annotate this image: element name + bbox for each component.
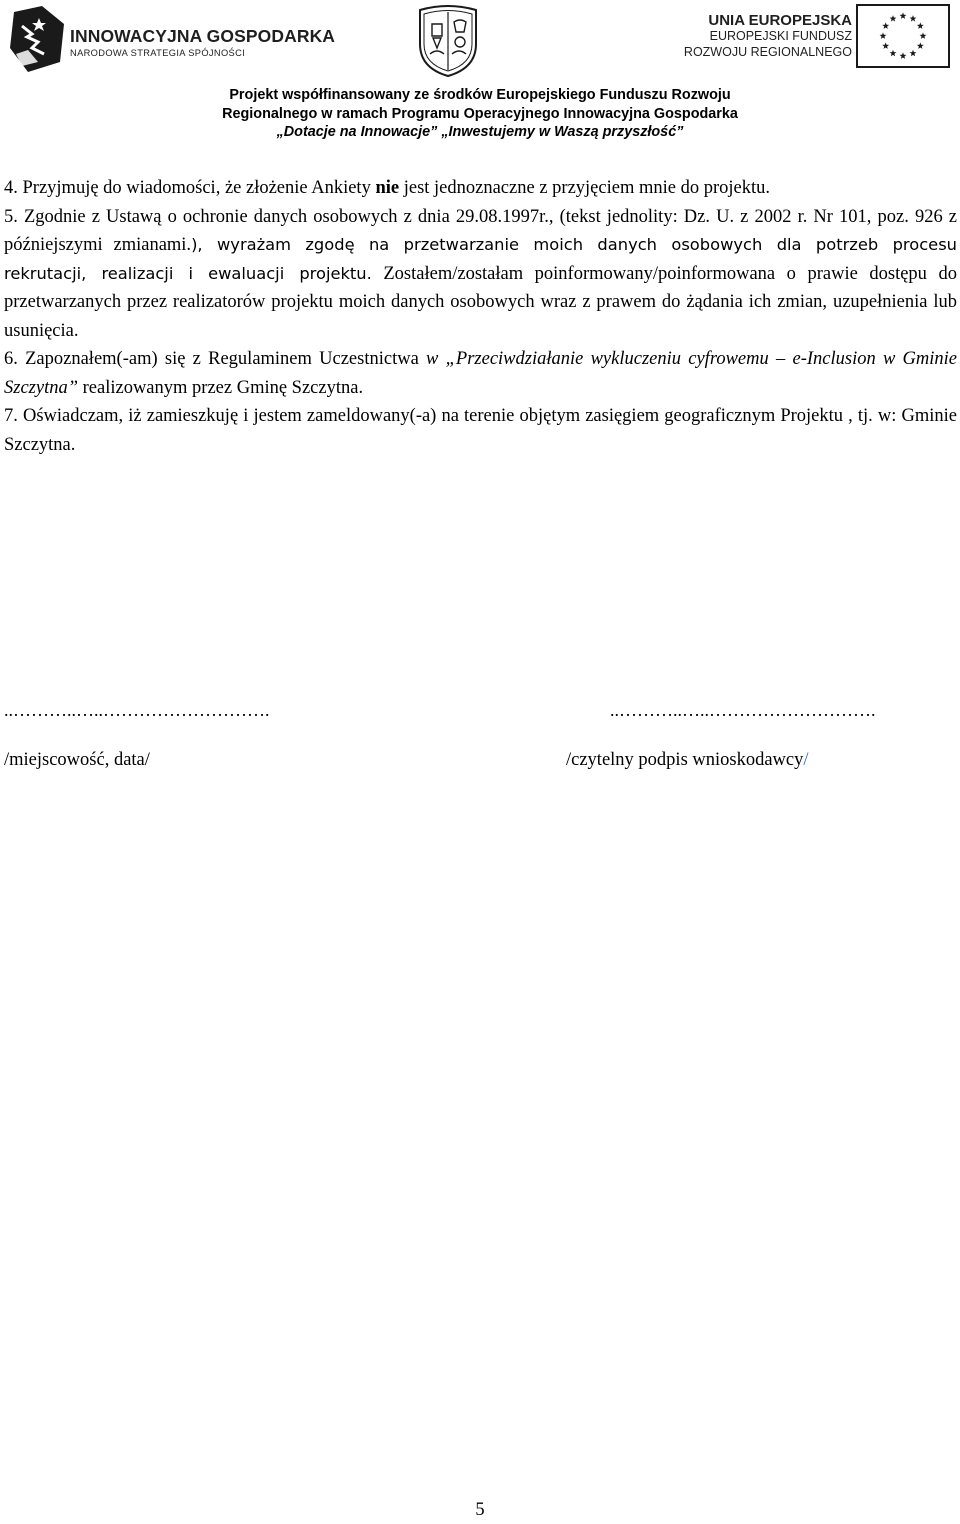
signature-label-slash: /	[803, 750, 809, 770]
place-date-label: /miejscowość, data/	[4, 750, 150, 770]
signature-line: ..………..…..……………………….	[610, 700, 876, 720]
declaration-body	[4, 174, 957, 459]
page-number: 5	[475, 1500, 485, 1520]
item6-project-name: w „Przeciwdziałanie wykluczeniu cyfrowemu – e-Inclusion w Gminie Szczytna”	[4, 349, 957, 398]
item5-rights-text: Zostałem/zostałam poinformowany/poinformowana o prawie dostępu do przetwarzanych przez realizatorów projektu moich danych osobowych wraz z prawem do żądania ich zmian, uzupełnienia lub usunięcia.	[4, 263, 957, 341]
logo-subtitle: NARODOWA STRATEGIA SPÓJNOŚCI	[70, 48, 246, 58]
innowacyjna-gospodarka-emblem-icon	[8, 4, 66, 74]
eu-logo-line1: UNIA EUROPEJSKA	[708, 12, 852, 29]
declaration-item-7	[4, 402, 957, 459]
logo-title: INNOWACYJNA GOSPODARKA	[70, 26, 336, 46]
declaration-item-6	[4, 345, 957, 402]
signature-label-text: /czytelny podpis wnioskodawcy	[566, 750, 804, 770]
item6-text: 6. Zapoznałem(-am) się z Regulaminem Uczestnictwa	[4, 349, 427, 369]
place-date-line: ..………..…..……………………….	[4, 700, 270, 720]
project-info-line1: Projekt współfinansowany ze środków Europejskiego Funduszu Rozwoju	[229, 87, 731, 103]
project-info-slogans: „Dotacje na Innowacje” „Inwestujemy w Waszą przyszłość”	[276, 124, 684, 140]
eu-flag-icon	[856, 4, 950, 68]
signature-label	[566, 750, 809, 771]
item6-text-end: realizowanym przez Gminę Szczytna.	[78, 377, 364, 398]
declaration-item-4	[4, 174, 957, 203]
eu-logo-line3: ROZWOJU REGIONALNEGO	[683, 44, 852, 59]
eu-logo-text	[684, 12, 852, 60]
eu-logo	[672, 4, 954, 70]
item5-text: 5. Zgodnie z Ustawą o ochronie danych osobowych z dnia 29.08.1997r., (tekst jednolity: Dz. U. z 2002 r. Nr 101, poz. 926 z późniejszymi zmianami.	[4, 206, 957, 255]
eu-logo-line2: EUROPEJSKI FUNDUSZ	[709, 29, 852, 43]
innowacyjna-gospodarka-logo	[8, 4, 338, 76]
municipal-crest-icon	[414, 4, 482, 78]
item7-text: 7. Oświadczam, iż zamieszkuję i jestem zameldowany(-a) na terenie objętym zasięgiem geograficznym Projektu , tj. w: Gminie Szczytna.	[4, 406, 957, 455]
project-info	[0, 86, 960, 142]
project-info-line2: Regionalnego w ramach Programu Operacyjnego Innowacyjna Gospodarka	[222, 105, 738, 122]
item4-text-end: jest jednoznaczne z przyjęciem mnie do projektu.	[399, 178, 770, 198]
item4-text: 4. Przyjmuję do wiadomości, że złożenie Ankiety	[4, 178, 376, 198]
item4-emphasis: nie	[375, 178, 400, 198]
item5-consent-text: ), wyrażam zgodę na przetwarzanie moich danych osobowych dla potrzeb procesu rekrutacji, realizacji i ewaluacji projektu.	[4, 235, 957, 283]
declaration-item-5	[4, 203, 957, 346]
